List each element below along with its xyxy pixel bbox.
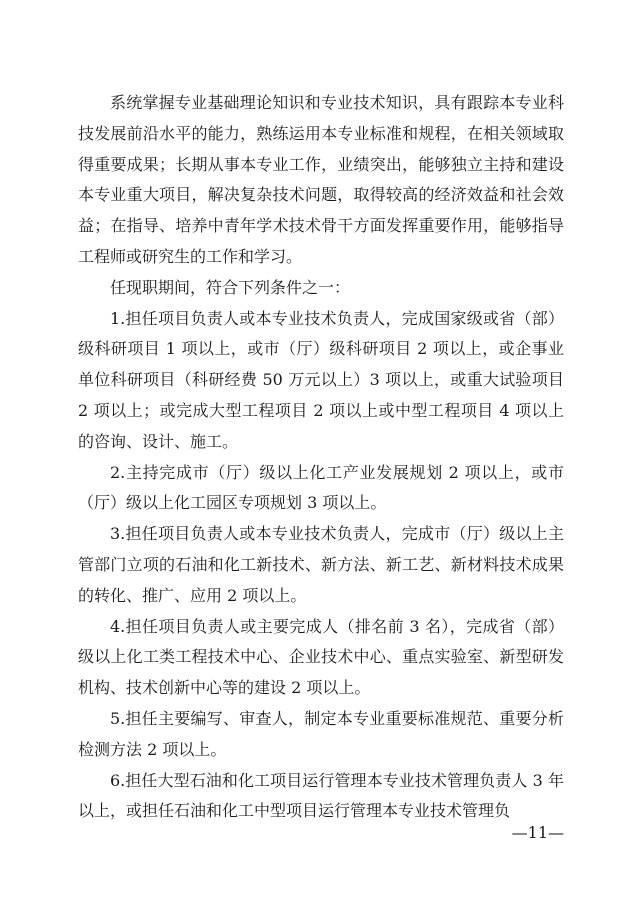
paragraph-condition-6: 6.担任大型石油和化工项目运行管理本专业技术管理负责人 3 年以上，或担任石油和化工中型项目运行管理本专业技术管理负 <box>78 770 564 821</box>
document-body <box>78 88 564 827</box>
paragraph-condition-2: 2.主持完成市（厅）级以上化工产业发展规划 2 项以上，或市（厅）级以上化工园区专项规划 3 项以上。 <box>78 462 564 513</box>
paragraph-condition-5: 5.担任主要编写、审查人，制定本专业重要标准规范、重要分析检测方法 2 项以上。 <box>78 708 564 759</box>
paragraph-conditions-intro: 任现职期间，符合下列条件之一： <box>110 277 351 297</box>
paragraph-condition-4: 4.担任项目负责人或主要完成人（排名前 3 名），完成省（部）级以上化工类工程技术中心、企业技术中心、重点实验室、新型研发机构、技术创新中心等的建设 2 项以上。 <box>78 616 564 698</box>
paragraph-condition-3: 3.担任项目负责人或本专业技术负责人，完成市（厅）级以上主管部门立项的石油和化工新技术、新方法、新工艺、新材料技术成果的转化、推广、应用 2 项以上。 <box>78 524 564 605</box>
paragraph-qualification-summary: 系统掌握专业基础理论知识和专业技术知识，具有跟踪本专业科技发展前沿水平的能力，熟练运用本专业标准和规程，在相关领域取得重要成果；长期从事本专业工作，业绩突出，能够独立主持和建设本专业重大项目，解决复杂技术问题，取得较高的经济效益和社会效益；在指导、培养中青年学术技术骨干方面发挥重要作用，能够指导工程师或研究生的工作和学习。 <box>78 93 564 266</box>
page-number: —11— <box>511 823 564 842</box>
paragraph-condition-1: 1.担任项目负责人或本专业技术负责人，完成国家级或省（部）级科研项目 1 项以上，或市（厅）级科研项目 2 项以上，或企事业单位科研项目（科研经费 50 万元以上）3 项以上，或重大试验项目 2 项以上；或完成大型工程项目 2 项以上或中型工程项目 4 项以上的咨询、设计、施工。 <box>78 308 564 451</box>
